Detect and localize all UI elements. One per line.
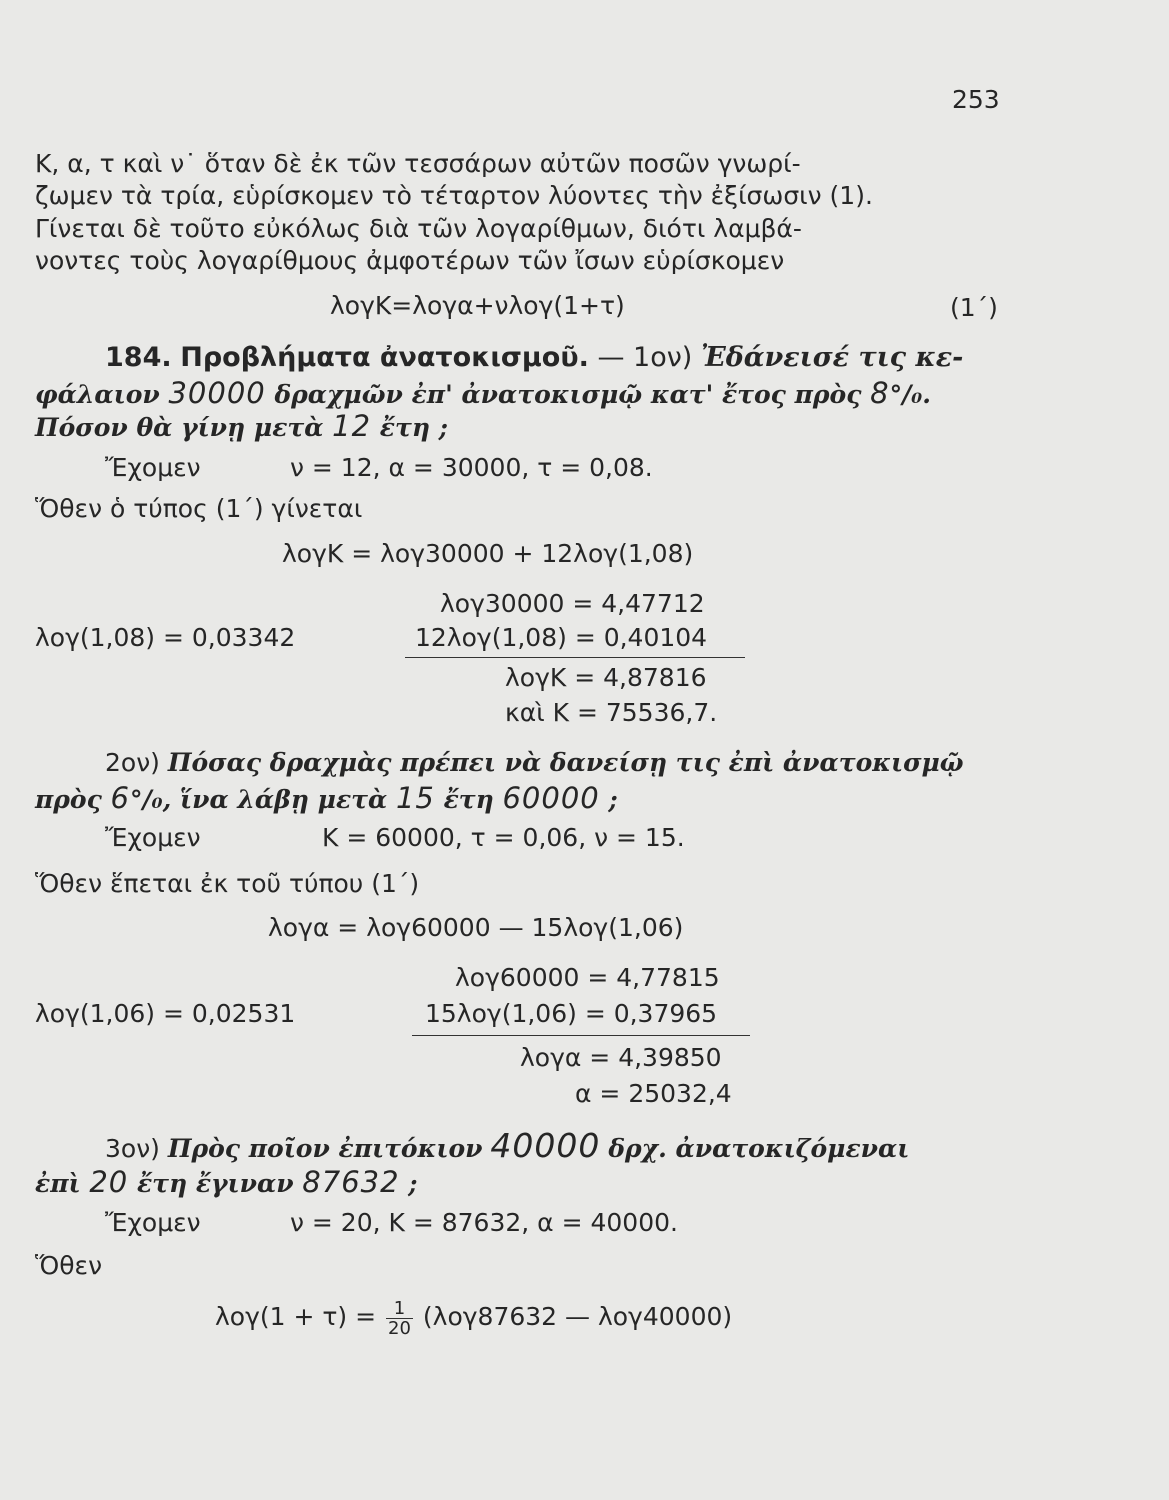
text-span: ἔτη ; xyxy=(379,413,448,442)
number: 12 xyxy=(332,409,372,443)
text-span: δραχμῶν ἐπ' ἀνατοκισμῷ κατ' ἔτος πρὸς xyxy=(274,380,862,409)
equation: λογα = λογ60000 — 15λογ(1,06) xyxy=(268,913,684,942)
side-calc: λογ(1,08) = 0,03342 xyxy=(35,623,296,652)
problem-2-line-2 xyxy=(35,782,618,816)
text-span: ἵνα λάβῃ μετὰ xyxy=(180,785,388,814)
given-label: Ἔχομεν xyxy=(105,453,201,482)
text-line: Ὅθεν ἕπεται ἐκ τοῦ τύπου (1΄) xyxy=(35,869,420,898)
given-label: Ἔχομεν xyxy=(105,1208,201,1237)
given-values: Κ = 60000, τ = 0,06, ν = 15. xyxy=(322,823,685,852)
number: 60000 xyxy=(502,781,600,815)
text-span: ; xyxy=(608,785,618,814)
text-line: ζωμεν τὰ τρία, εὑρίσκομεν τὸ τέταρτον λύοντες τὴν ἐξίσωσιν (1). xyxy=(35,181,873,210)
text-span: (λογ87632 — λογ40000) xyxy=(422,1302,733,1331)
problem-1-line-2 xyxy=(35,377,931,411)
text-span: φάλαιον xyxy=(35,380,160,409)
calc-line: λογ30000 = 4,47712 xyxy=(440,589,705,618)
text-span: °/₀. xyxy=(889,380,931,409)
problem-1-text: Ἐδάνεισέ τις κε- xyxy=(700,342,964,373)
given-values: ν = 20, Κ = 87632, α = 40000. xyxy=(290,1208,678,1237)
text-span: Πόσας δραχμὰς πρέπει νὰ δανείσῃ τις ἐπὶ ἀνατοκισμῷ xyxy=(167,748,964,777)
side-calc: λογ(1,06) = 0,02531 xyxy=(35,999,296,1028)
fraction-denominator: 20 xyxy=(388,1317,411,1339)
calc-line: καὶ Κ = 75536,7. xyxy=(505,698,718,727)
number: 40000 xyxy=(490,1126,601,1165)
calc-line: λογΚ = 4,87816 xyxy=(505,663,707,692)
problem-1-line-3 xyxy=(35,410,448,444)
calc-line: 12λογ(1,08) = 0,40104 xyxy=(415,623,708,652)
calc-line: 15λογ(1,06) = 0,37965 xyxy=(425,999,718,1028)
calc-line: α = 25032,4 xyxy=(575,1079,732,1108)
fraction-numerator: 1 xyxy=(386,1299,413,1319)
page-number: 253 xyxy=(952,85,1000,114)
number: 20 xyxy=(89,1165,129,1199)
number: 6 xyxy=(110,781,130,815)
text-line: Κ, α, τ καὶ ν˙ ὅταν δὲ ἐκ τῶν τεσσάρων αὐτῶν ποσῶν γνωρί- xyxy=(35,149,801,178)
problem-3-line-1 xyxy=(105,1126,910,1165)
text-span: ἔτη ἔγιναν xyxy=(136,1169,294,1198)
text-span: °/₀, xyxy=(130,785,172,814)
text-span: ; xyxy=(408,1169,418,1198)
sum-rule xyxy=(405,657,745,658)
calc-line: λογ60000 = 4,77815 xyxy=(455,963,720,992)
problem-3-line-2 xyxy=(35,1166,418,1200)
calc-line: λογα = 4,39850 xyxy=(520,1043,722,1072)
given-values: ν = 12, α = 30000, τ = 0,08. xyxy=(290,453,653,482)
formula-1-tag: (1΄) xyxy=(950,293,998,322)
problem-3-label: 3ον) xyxy=(105,1134,160,1163)
text-span: λογ(1 + τ) = xyxy=(215,1302,377,1331)
problem-2-line-1 xyxy=(105,747,964,779)
number: 30000 xyxy=(168,376,266,410)
text-span: Πόσον θὰ γίνῃ μετὰ xyxy=(35,413,324,442)
formula-1: λογΚ=λογα+νλογ(1+τ) xyxy=(330,291,625,320)
text-line: Γίνεται δὲ τοῦτο εὐκόλως διὰ τῶν λογαρίθμων, διότι λαμβά- xyxy=(35,214,802,243)
section-dash: — xyxy=(597,342,625,373)
equation: λογΚ = λογ30000 + 12λογ(1,08) xyxy=(282,539,694,568)
section-heading xyxy=(105,342,963,374)
number: 8 xyxy=(870,376,890,410)
text-span: Πρὸς ποῖον ἐπιτόκιον xyxy=(167,1134,483,1163)
given-label: Ἔχομεν xyxy=(105,823,201,852)
equation xyxy=(215,1295,732,1339)
text-span: ἔτη xyxy=(443,785,494,814)
fraction xyxy=(386,1299,413,1338)
text-span: ἐπὶ xyxy=(35,1169,81,1198)
section-title: Προβλήματα ἀνατοκισμοῦ. xyxy=(180,342,589,373)
text-span: δρχ. ἀνατοκιζόμεναι xyxy=(608,1134,910,1163)
text-line: Ὅθεν xyxy=(35,1251,103,1280)
sum-rule xyxy=(412,1035,750,1036)
text-line: Ὅθεν ὁ τύπος (1΄) γίνεται xyxy=(35,494,363,523)
problem-2-label: 2ον) xyxy=(105,748,160,777)
text-span: πρὸς xyxy=(35,785,102,814)
section-number: 184. xyxy=(105,342,172,373)
number: 87632 xyxy=(302,1165,400,1199)
text-line: νοντες τοὺς λογαρίθμους ἀμφοτέρων τῶν ἴσων εὑρίσκομεν xyxy=(35,246,785,275)
problem-1-label: 1ον) xyxy=(633,342,693,373)
number: 15 xyxy=(395,781,435,815)
